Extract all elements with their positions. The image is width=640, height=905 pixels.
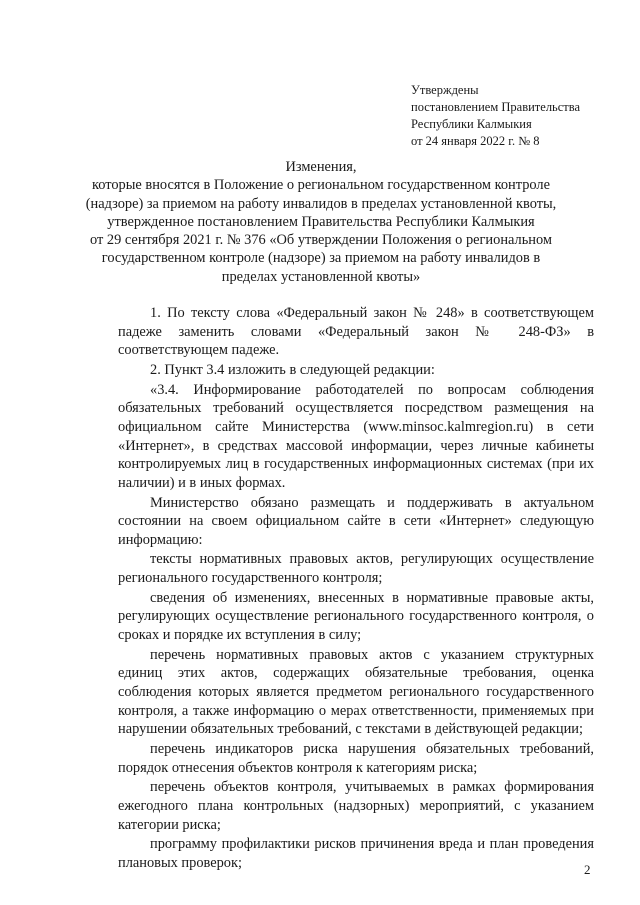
- document-body: [118, 304, 594, 873]
- paragraph: 2. Пункт 3.4 изложить в следующей редакции:: [150, 361, 435, 378]
- paragraph: 1. По тексту слова «Федеральный закон № 248» в соответствующем падеже заменить словами «Федеральный закон № 248-ФЗ» в соответствующем падеже.: [118, 305, 594, 359]
- paragraph: сведения об изменениях, внесенных в нормативные правовые акты, регулирующих осуществление регионального государственного контроля, о сроках и порядке их вступления в силу;: [118, 589, 594, 644]
- document-heading: [80, 158, 562, 286]
- paragraph: перечень объектов контроля, учитываемых в рамках формирования ежегодного плана контрольных (надзорных) мероприятий, с указанием категории риска;: [118, 779, 594, 833]
- page-number: 2: [584, 862, 591, 877]
- heading-line: пределах установленной квоты»: [221, 268, 421, 285]
- heading-line: (надзоре) за приемом на работу инвалидов в пределах установленной квоты,: [85, 195, 557, 212]
- approval-line: Республики Калмыкия: [411, 117, 532, 131]
- approval-line: постановлением Правительства: [411, 100, 581, 114]
- paragraph: программу профилактики рисков причинения вреда и план проведения плановых проверок;: [118, 836, 594, 871]
- paragraph: перечень индикаторов риска нарушения обязательных требований, порядок отнесения объектов контроля к категориям риска;: [118, 740, 594, 776]
- approval-stamp: [411, 82, 580, 150]
- heading-line: которые вносятся в Положение о региональном государственном контроле: [91, 177, 550, 194]
- paragraph: «3.4. Информирование работодателей по вопросам соблюдения обязательных требований осуществляется посредством размещения на официальном сайте Министерства (www.minsoc.kalmregion.ru) в сети «Интернет», в средствах массовой информации, через личные кабинеты контролируемых лиц в государственных информационных системах (при их наличии) и в иных формах.: [118, 381, 594, 491]
- heading-line: государственном контроле (надзоре) за приемом на работу инвалидов в: [101, 250, 541, 267]
- paragraph: Министерство обязано размещать и поддерживать в актуальном состоянии на своем официальном сайте в сети «Интернет» следующую информацию:: [118, 494, 594, 548]
- heading-line: Изменения,: [285, 159, 357, 175]
- paragraph: перечень нормативных правовых актов с указанием структурных единиц этих актов, содержащих обязательные требования, оценка соблюдения которых является предметом регионального государственного контроля, а также информацию о мерах ответственности, применяемых при нарушении обязательных требований, с текстами в действующей редакции;: [118, 646, 594, 738]
- approval-line: от 24 января 2022 г. № 8: [411, 134, 540, 148]
- paragraph: тексты нормативных правовых актов, регулирующих осуществление регионального государственного контроля;: [118, 551, 594, 587]
- heading-line: от 29 сентября 2021 г. № 376 «Об утверждении Положения о региональном: [89, 232, 553, 249]
- approval-line: Утверждены: [411, 83, 479, 97]
- heading-line: утвержденное постановлением Правительства Республики Калмыкия: [107, 213, 535, 230]
